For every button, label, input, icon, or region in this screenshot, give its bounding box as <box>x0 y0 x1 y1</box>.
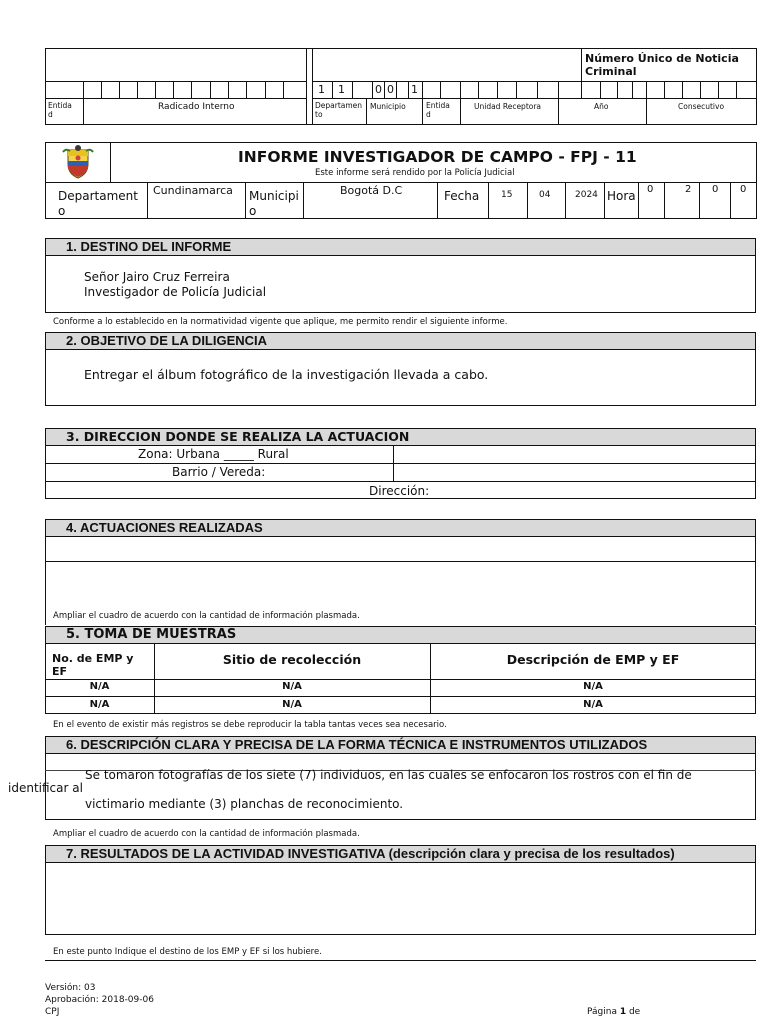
label-unidad: Unidad Receptora <box>474 102 542 111</box>
noticia-title: Número Único de Noticia Criminal <box>585 52 739 78</box>
col-no-emp: No. de EMP y EF <box>52 652 134 678</box>
fecha-anio: 2024 <box>575 190 598 200</box>
departamento-value: Cundinamarca <box>153 184 233 197</box>
objetivo-text: Entregar el álbum fotográfico de la investigación llevada a cabo. <box>84 367 489 382</box>
hora-label: Hora <box>607 189 636 203</box>
section-7-body <box>45 862 756 935</box>
section-7-header: 7. RESULTADOS DE LA ACTIVIDAD INVESTIGATIVA (descripción clara y precisa de los resultados) <box>45 845 756 863</box>
footer-aprobacion: Aprobación: 2018-09-06 <box>45 995 154 1005</box>
table-cell: N/A <box>89 699 110 710</box>
destino-nombre: Señor Jairo Cruz Ferreira <box>84 270 230 284</box>
label-anio: Año <box>594 102 609 111</box>
section-7-note: En este punto Indique el destino de los EMP y EF si los hubiere. <box>53 947 322 957</box>
section-6-note: Ampliar el cuadro de acuerdo con la cantidad de información plasmada. <box>53 829 360 839</box>
label-municipio: Municipio <box>370 102 406 111</box>
label-entidad-left: Entida d <box>48 101 72 119</box>
section-5-note: En el evento de existir más registros se debe reproducir la tabla tantas veces sea necesario. <box>53 720 447 730</box>
table-cell: N/A <box>89 681 110 692</box>
colombia-coat-of-arms-icon <box>60 144 96 180</box>
footer-pagina: Página 1 de <box>587 1007 641 1017</box>
departamento-label: Departament o <box>58 189 138 218</box>
hora-digit-2: 2 <box>685 184 692 195</box>
label-entidad: Entida d <box>426 101 450 119</box>
fecha-dia: 15 <box>501 190 513 200</box>
footer-cpj: CPJ <box>45 1007 60 1017</box>
section-6-header: 6. DESCRIPCIÓN CLARA Y PRECISA DE LA FORMA TÉCNICA E INSTRUMENTOS UTILIZADOS <box>45 736 756 754</box>
label-consecutivo: Consecutivo <box>678 102 725 111</box>
col-sitio: Sitio de recolección <box>222 652 362 667</box>
form-title: INFORME INVESTIGADOR DE CAMPO - FPJ - 11 <box>238 148 637 166</box>
fecha-mes: 04 <box>539 190 551 200</box>
form-subtitle: Este informe será rendido por la Policía Judicial <box>315 168 515 178</box>
section-4-header: 4. ACTUACIONES REALIZADAS <box>45 519 756 537</box>
digit-4: 0 <box>387 83 394 96</box>
table-cell: N/A <box>583 681 603 692</box>
label-departamento: Departamen to <box>315 101 363 119</box>
municipio-label: Municipi o <box>249 189 299 218</box>
descripcion-line-2: identificar al <box>8 781 83 795</box>
table-cell: N/A <box>282 699 302 710</box>
barrio-label: Barrio / Vereda: <box>172 465 266 479</box>
descripcion-line-1: Se tomaron fotografías de los siete (7) individuos, en las cuales se enfocaron los rostros con el fin de <box>85 768 692 782</box>
section-3-header: 3. DIRECCION DONDE SE REALIZA LA ACTUACION <box>45 428 756 446</box>
section-1-note: Conforme a lo establecido en la normatividad vigente que aplique, me permito rendir el siguiente informe. <box>53 317 508 327</box>
descripcion-line-3: victimario mediante (3) planchas de reconocimiento. <box>85 797 404 811</box>
fecha-label: Fecha <box>444 189 480 203</box>
hora-digit-4: 0 <box>740 184 747 195</box>
hora-digit-1: 0 <box>647 184 654 195</box>
col-descripcion: Descripción de EMP y EF <box>506 652 680 667</box>
digit-1: 1 <box>318 83 325 96</box>
label-radicado: Radicado Interno <box>158 102 235 112</box>
digit-2: 1 <box>338 83 345 96</box>
section-1-body <box>45 255 756 313</box>
section-4-note: Ampliar el cuadro de acuerdo con la cantidad de información plasmada. <box>53 611 360 621</box>
section-5-header: 5. TOMA DE MUESTRAS <box>45 626 756 644</box>
hora-digit-3: 0 <box>712 184 719 195</box>
section-2-header: 2. OBJETIVO DE LA DILIGENCIA <box>45 332 756 350</box>
footer-version: Versión: 03 <box>45 983 96 993</box>
zona-label: Zona: Urbana _____ Rural <box>138 447 289 461</box>
section-1-header: 1. DESTINO DEL INFORME <box>45 238 756 256</box>
digit-3: 0 <box>375 83 382 96</box>
table-cell: N/A <box>583 699 603 710</box>
direccion-label: Dirección: <box>369 484 430 498</box>
destino-cargo: Investigador de Policía Judicial <box>84 285 267 299</box>
digit-5: 1 <box>411 83 418 96</box>
table-cell: N/A <box>282 681 302 692</box>
municipio-value: Bogotá D.C <box>340 184 403 197</box>
